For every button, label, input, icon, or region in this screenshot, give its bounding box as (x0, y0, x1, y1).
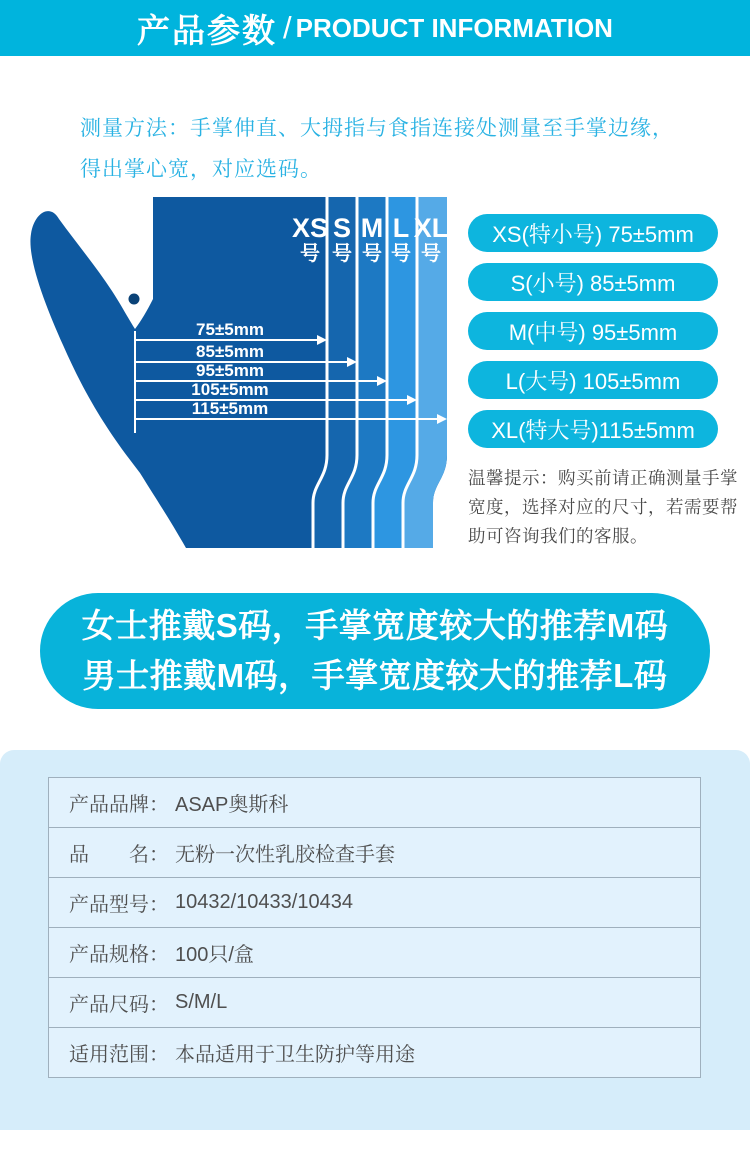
table-row-model (48, 877, 701, 928)
table-row-usage (48, 1027, 701, 1078)
title-separator: / (283, 10, 292, 45)
product-spec-section (0, 750, 750, 1130)
table-row-name (48, 827, 701, 878)
row-label: 适用范围： (69, 1044, 169, 1066)
size-pill-s: S(小号) 85±5mm (468, 263, 718, 301)
column-label-l-suffix: 号 (391, 243, 411, 265)
page-title-en: PRODUCT INFORMATION (295, 12, 613, 43)
warm-tip-text: 温馨提示：购买前请正确测量手掌宽度，选择对应的尺寸，若需要帮助可咨询我们的客服。 (468, 468, 738, 546)
size-pill-xs: XS(特小号) 75±5mm (468, 214, 718, 252)
measure-method-line1: 测量方法：手掌伸直、大拇指与食指连接处测量至手掌边缘， (80, 117, 674, 140)
column-label-m-suffix: 号 (362, 243, 382, 265)
size-pill-l: L(大号) 105±5mm (468, 361, 718, 399)
row-label: 产品型号： (69, 894, 169, 916)
row-label: 品 名： (69, 844, 169, 866)
row-value: 本品适用于卫生防护等用途 (175, 1044, 415, 1066)
recommendation-line2: 男士推戴M码，手掌宽度较大的推荐L码 (82, 657, 668, 694)
row-label: 产品尺码： (69, 994, 169, 1016)
page-title: 产品参数 (137, 11, 278, 49)
recommendation-line1: 女士推戴S码，手掌宽度较大的推荐M码 (81, 607, 669, 644)
column-label-l: L (392, 213, 410, 243)
measure-label-115: 115±5mm (191, 399, 269, 418)
column-label-s: S (332, 213, 352, 243)
measure-label-85: 85±5mm (196, 342, 264, 361)
column-label-xs: XS (291, 213, 329, 243)
column-label-m: M (360, 213, 384, 243)
row-value: S/M/L (175, 991, 228, 1013)
column-label-xs-suffix: 号 (300, 243, 320, 265)
table-row-brand (48, 777, 701, 828)
size-pill-list (468, 214, 718, 459)
measure-label-95: 95±5mm (196, 361, 264, 380)
product-spec-table (48, 777, 701, 1078)
glove-dot (129, 294, 140, 305)
size-pill-xl: XL(特大号)115±5mm (468, 410, 718, 448)
measure-method-line2: 得出掌心宽，对应选码。 (80, 158, 322, 181)
recommendation-banner (40, 593, 710, 709)
measure-label-105: 105±5mm (191, 380, 269, 399)
measure-label-75: 75±5mm (196, 320, 264, 339)
column-label-s-suffix: 号 (332, 243, 352, 265)
table-row-size (48, 977, 701, 1028)
table-row-spec (48, 927, 701, 978)
row-label: 产品品牌： (69, 794, 169, 816)
column-label-xl: XL (413, 213, 449, 243)
column-label-xl-suffix: 号 (421, 243, 441, 265)
row-label: 产品规格： (69, 944, 169, 966)
row-value: 无粉一次性乳胶检查手套 (175, 844, 395, 866)
row-value: 10432/10433/10434 (175, 891, 353, 913)
row-value: ASAP奥斯科 (175, 794, 289, 816)
row-value: 100只/盒 (175, 944, 254, 966)
size-pill-m: M(中号) 95±5mm (468, 312, 718, 350)
